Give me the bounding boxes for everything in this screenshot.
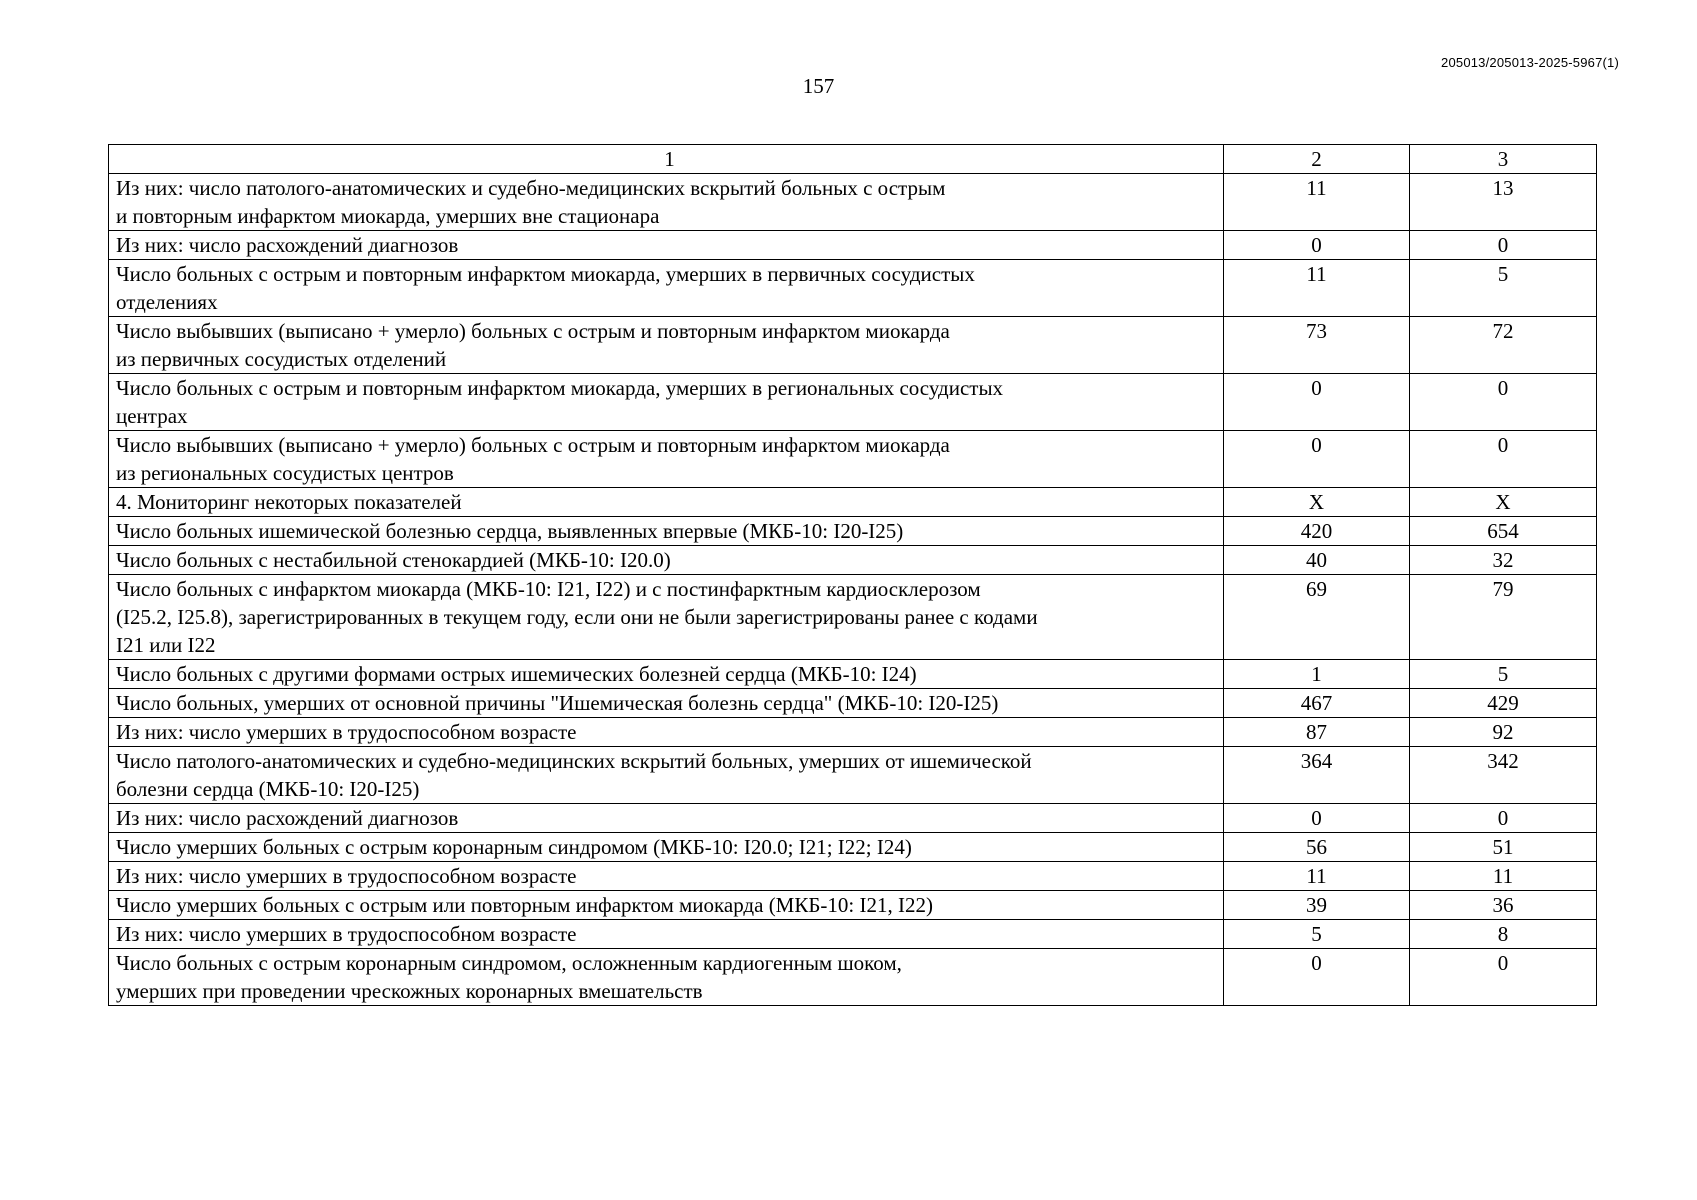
row-value-col3: 13: [1410, 174, 1597, 231]
row-value-col2: 467: [1224, 689, 1410, 718]
row-value-col2: 364: [1224, 747, 1410, 804]
row-value-col2: 0: [1224, 374, 1410, 431]
table-header-row: [109, 145, 1597, 174]
row-label: Число умерших больных с острым или повторным инфарктом миокарда (МКБ-10: I21, I22): [109, 891, 1224, 920]
row-label: Число умерших больных с острым коронарным синдромом (МКБ-10: I20.0; I21; I22; I24): [109, 833, 1224, 862]
row-value-col2: X: [1224, 488, 1410, 517]
page-number: [0, 74, 1697, 99]
table-row: [109, 689, 1597, 718]
row-label: Число выбывших (выписано + умерло) больных с острым и повторным инфарктом миокарда из региональных сосудистых центров: [109, 431, 1224, 488]
row-label: Число больных с другими формами острых ишемических болезней сердца (МКБ-10: I24): [109, 660, 1224, 689]
row-value-col2: 40: [1224, 546, 1410, 575]
row-value-col3: 32: [1410, 546, 1597, 575]
table-row: [109, 747, 1597, 804]
table-row: [109, 517, 1597, 546]
table-row: [109, 718, 1597, 747]
row-value-col3: 92: [1410, 718, 1597, 747]
row-label: 4. Мониторинг некоторых показателей: [109, 488, 1224, 517]
row-value-col2: 0: [1224, 949, 1410, 1006]
table-row: [109, 949, 1597, 1006]
row-value-col3: 0: [1410, 431, 1597, 488]
row-value-col3: 11: [1410, 862, 1597, 891]
page-number-text: 157: [802, 74, 835, 98]
document-id: 205013/205013-2025-5967(1): [1441, 55, 1619, 70]
column-header-1: 1: [109, 145, 1224, 174]
row-label: Число больных, умерших от основной причины "Ишемическая болезнь сердца" (МКБ-10: I20-I25): [109, 689, 1224, 718]
row-label: Из них: число умерших в трудоспособном возрасте: [109, 920, 1224, 949]
row-value-col2: 87: [1224, 718, 1410, 747]
table-row: [109, 660, 1597, 689]
table-body: [109, 174, 1597, 1006]
row-value-col3: 51: [1410, 833, 1597, 862]
row-label: Число больных с острым коронарным синдромом, осложненным кардиогенным шоком, умерших при проведении чрескожных коронарных вмешательств: [109, 949, 1224, 1006]
table-row: [109, 174, 1597, 231]
row-label: Из них: число патолого-анатомических и судебно-медицинских вскрытий больных с острым и повторным инфарктом миокарда, умерших вне стационара: [109, 174, 1224, 231]
table-row: [109, 431, 1597, 488]
table-row: [109, 862, 1597, 891]
column-header-3: 3: [1410, 145, 1597, 174]
table-row: [109, 891, 1597, 920]
row-value-col3: 36: [1410, 891, 1597, 920]
row-value-col3: 5: [1410, 260, 1597, 317]
column-header-2: 2: [1224, 145, 1410, 174]
table-row: [109, 231, 1597, 260]
row-value-col3: 79: [1410, 575, 1597, 660]
row-value-col3: 0: [1410, 374, 1597, 431]
row-value-col3: 429: [1410, 689, 1597, 718]
row-value-col3: 5: [1410, 660, 1597, 689]
table-row: [109, 804, 1597, 833]
row-value-col3: 654: [1410, 517, 1597, 546]
row-label: Число больных с нестабильной стенокардией (МКБ-10: I20.0): [109, 546, 1224, 575]
table-row: [109, 546, 1597, 575]
row-value-col3: 342: [1410, 747, 1597, 804]
row-label: Число патолого-анатомических и судебно-медицинских вскрытий больных, умерших от ишемической болезни сердца (МКБ-10: I20-I25): [109, 747, 1224, 804]
table-row: [109, 920, 1597, 949]
row-value-col2: 11: [1224, 862, 1410, 891]
table-row: [109, 260, 1597, 317]
row-value-col2: 0: [1224, 804, 1410, 833]
table-row: [109, 317, 1597, 374]
row-value-col2: 56: [1224, 833, 1410, 862]
row-label: Из них: число умерших в трудоспособном возрасте: [109, 718, 1224, 747]
row-label: Число больных с инфарктом миокарда (МКБ-10: I21, I22) и с постинфарктным кардиосклерозом (I25.2, I25.8), зарегистрированных в текущем году, если они не были зарегистрированы ранее с кодами I21 или I22: [109, 575, 1224, 660]
row-value-col3: 0: [1410, 804, 1597, 833]
row-value-col2: 73: [1224, 317, 1410, 374]
table-row: [109, 374, 1597, 431]
row-value-col2: 69: [1224, 575, 1410, 660]
row-value-col2: 11: [1224, 174, 1410, 231]
row-value-col2: 5: [1224, 920, 1410, 949]
row-label: Число больных с острым и повторным инфарктом миокарда, умерших в региональных сосудистых центрах: [109, 374, 1224, 431]
row-label: Число выбывших (выписано + умерло) больных с острым и повторным инфарктом миокарда из первичных сосудистых отделений: [109, 317, 1224, 374]
row-value-col2: 11: [1224, 260, 1410, 317]
row-value-col2: 420: [1224, 517, 1410, 546]
row-value-col3: X: [1410, 488, 1597, 517]
row-value-col3: 8: [1410, 920, 1597, 949]
row-value-col3: 0: [1410, 949, 1597, 1006]
row-label: Из них: число расхождений диагнозов: [109, 804, 1224, 833]
row-value-col2: 0: [1224, 231, 1410, 260]
row-value-col2: 0: [1224, 431, 1410, 488]
row-value-col2: 39: [1224, 891, 1410, 920]
table-row: [109, 575, 1597, 660]
row-label: Число больных с острым и повторным инфарктом миокарда, умерших в первичных сосудистых отделениях: [109, 260, 1224, 317]
row-label: Из них: число расхождений диагнозов: [109, 231, 1224, 260]
row-value-col3: 0: [1410, 231, 1597, 260]
row-value-col3: 72: [1410, 317, 1597, 374]
table-row: [109, 833, 1597, 862]
row-label: Число больных ишемической болезнью сердца, выявленных впервые (МКБ-10: I20-I25): [109, 517, 1224, 546]
row-label: Из них: число умерших в трудоспособном возрасте: [109, 862, 1224, 891]
row-value-col2: 1: [1224, 660, 1410, 689]
table-row: [109, 488, 1597, 517]
report-table: [108, 144, 1597, 1006]
